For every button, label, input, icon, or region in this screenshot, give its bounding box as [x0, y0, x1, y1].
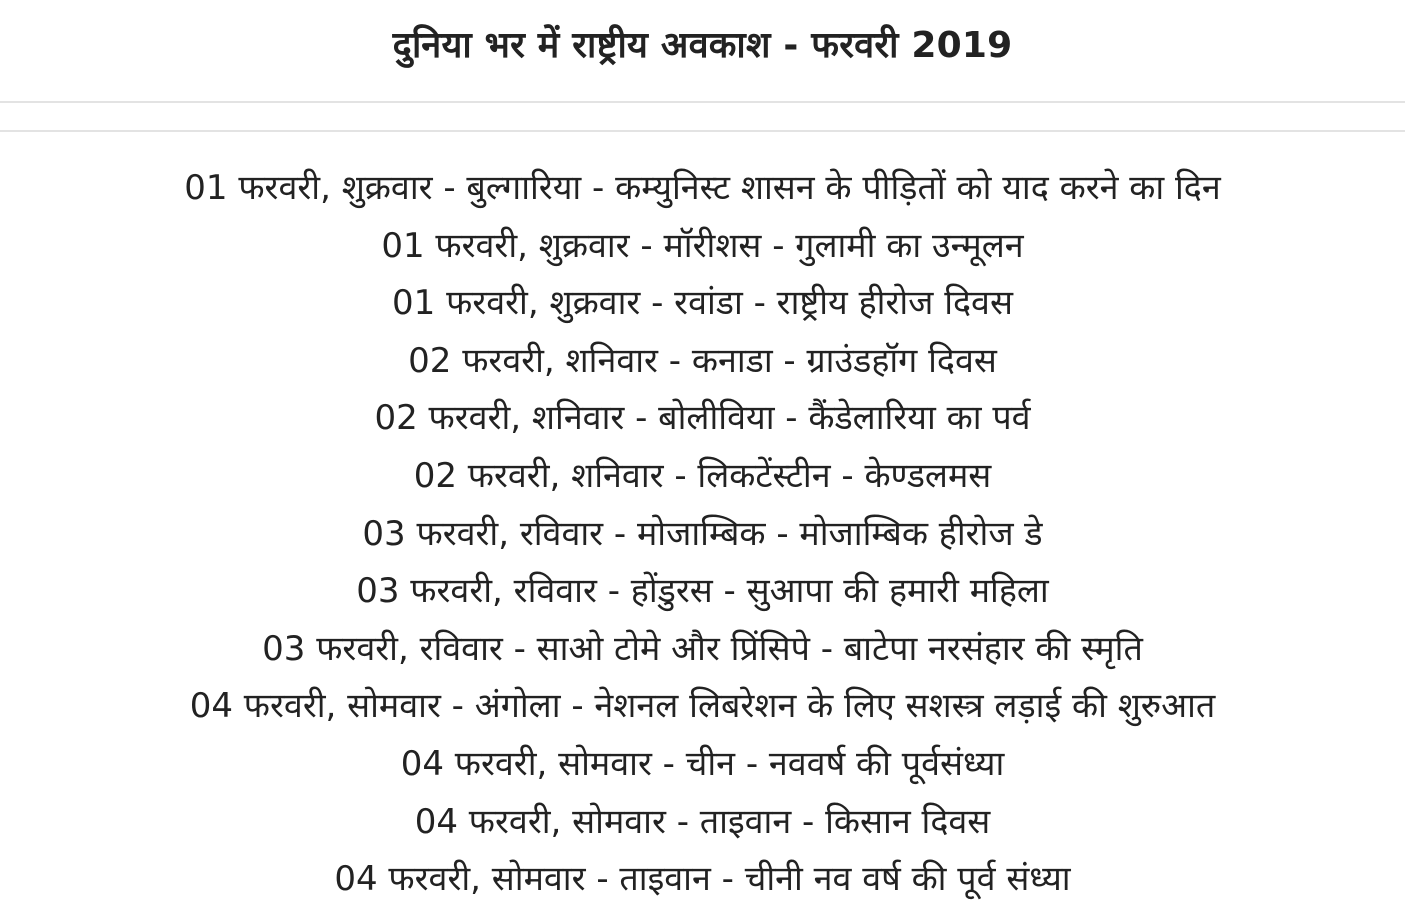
holiday-list	[0, 160, 1405, 909]
holiday-row: 01 फरवरी, शुक्रवार - मॉरीशस - गुलामी का उन्मूलन	[381, 225, 1024, 266]
holiday-row: 03 फरवरी, रविवार - होंडुरस - सुआपा की हमारी महिला	[356, 571, 1049, 612]
holiday-row: 01 फरवरी, शुक्रवार - बुल्गारिया - कम्युनिस्ट शासन के पीड़ितों को याद करने का दिन	[184, 168, 1221, 208]
holiday-row: 03 फरवरी, रविवार - साओ टोमे और प्रिंसिपे - बाटेपा नरसंहार की स्मृति	[262, 628, 1143, 669]
holiday-row: 04 फरवरी, सोमवार - चीन - नववर्ष की पूर्वसंध्या	[400, 743, 1005, 784]
holiday-row: 01 फरवरी, शुक्रवार - रवांडा - राष्ट्रीय हीरोज दिवस	[392, 283, 1013, 324]
page-header	[0, 0, 1405, 100]
holiday-row: 02 फरवरी, शनिवार - लिकटेंस्टीन - केण्डलमस	[413, 455, 992, 496]
holiday-row: 04 फरवरी, सोमवार - ताइवान - किसान दिवस	[414, 801, 991, 842]
holiday-row: 02 फरवरी, शनिवार - कनाडा - ग्राउंडहॉग दिवस	[408, 340, 997, 381]
header-divider-top	[0, 101, 1405, 103]
holiday-row: 03 फरवरी, रविवार - मोजाम्बिक - मोजाम्बिक हीरोज डे	[362, 513, 1043, 554]
header-divider-bottom	[0, 130, 1405, 132]
holiday-row: 04 फरवरी, सोमवार - अंगोला - नेशनल लिबरेशन के लिए सशस्त्र लड़ाई की शुरुआत	[189, 686, 1216, 727]
holiday-row: 02 फरवरी, शनिवार - बोलीविया - कैंडेलारिया का पर्व	[374, 398, 1031, 439]
page-title: दुनिया भर में राष्ट्रीय अवकाश - फरवरी 2019	[392, 24, 1013, 66]
holiday-row: 04 फरवरी, सोमवार - ताइवान - चीनी नव वर्ष की पूर्व संध्या	[334, 859, 1071, 900]
